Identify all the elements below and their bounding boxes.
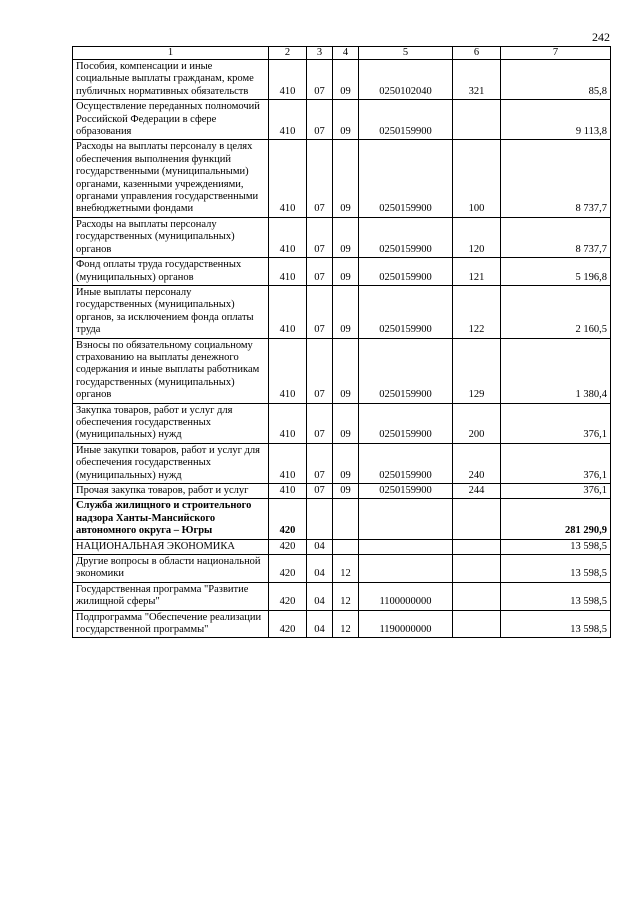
header-cell: 1 [73, 47, 269, 60]
row-ved-code: 410 [269, 100, 307, 140]
row-subsection-code: 09 [333, 60, 359, 100]
row-subsection-code: 09 [333, 403, 359, 443]
table-row [73, 403, 611, 443]
row-expense-type-code: 100 [453, 140, 501, 217]
row-subsection-code [333, 539, 359, 554]
row-subsection-code: 09 [333, 338, 359, 403]
header-cell: 2 [269, 47, 307, 60]
row-name: Фонд оплаты труда государственных (муниципальных) органов [73, 258, 269, 286]
row-name: Расходы на выплаты персоналу в целях обеспечения выполнения функций государственными (муниципальными) органами, казенными учреждениями, органами управления государственными внебюджетными фондами [73, 140, 269, 217]
row-amount: 376,1 [501, 443, 611, 483]
row-name: Осуществление переданных полномочий Российской Федерации в сфере образования [73, 100, 269, 140]
row-target-code: 0250159900 [359, 100, 453, 140]
row-amount: 8 737,7 [501, 140, 611, 217]
row-name: Государственная программа "Развитие жилищной сферы" [73, 582, 269, 610]
table-row [73, 539, 611, 554]
row-amount: 2 160,5 [501, 285, 611, 338]
row-name: Другие вопросы в области национальной экономики [73, 555, 269, 583]
row-amount: 376,1 [501, 403, 611, 443]
row-section-code: 04 [307, 555, 333, 583]
row-ved-code: 410 [269, 403, 307, 443]
row-amount: 376,1 [501, 484, 611, 499]
row-target-code: 0250159900 [359, 285, 453, 338]
row-name: Иные выплаты персоналу государственных (муниципальных) органов, за исключением фонда оплаты труда [73, 285, 269, 338]
row-name: Пособия, компенсации и иные социальные выплаты гражданам, кроме публичных нормативных обязательств [73, 60, 269, 100]
row-amount: 13 598,5 [501, 610, 611, 638]
table-row [73, 140, 611, 217]
row-ved-code: 410 [269, 140, 307, 217]
header-cell: 7 [501, 47, 611, 60]
row-ved-code: 410 [269, 285, 307, 338]
row-amount: 8 737,7 [501, 217, 611, 257]
row-subsection-code: 09 [333, 217, 359, 257]
table-header-row [73, 47, 611, 60]
row-expense-type-code: 120 [453, 217, 501, 257]
row-name: Расходы на выплаты персоналу государственных (муниципальных) органов [73, 217, 269, 257]
table-row [73, 258, 611, 286]
table-row [73, 285, 611, 338]
row-name: Служба жилищного и строительного надзора Ханты-Мансийского автономного округа – Югры [73, 499, 269, 539]
header-cell: 5 [359, 47, 453, 60]
row-name: Подпрограмма "Обеспечение реализации государственной программы" [73, 610, 269, 638]
row-amount: 13 598,5 [501, 582, 611, 610]
row-expense-type-code [453, 555, 501, 583]
header-cell: 6 [453, 47, 501, 60]
row-section-code: 07 [307, 403, 333, 443]
page-number: 242 [592, 30, 610, 44]
row-ved-code: 410 [269, 443, 307, 483]
row-ved-code: 420 [269, 555, 307, 583]
row-section-code: 04 [307, 582, 333, 610]
row-target-code: 0250159900 [359, 140, 453, 217]
row-subsection-code: 12 [333, 582, 359, 610]
row-expense-type-code [453, 100, 501, 140]
table-row [73, 610, 611, 638]
row-section-code: 04 [307, 610, 333, 638]
row-name: НАЦИОНАЛЬНАЯ ЭКОНОМИКА [73, 539, 269, 554]
row-section-code: 04 [307, 539, 333, 554]
row-expense-type-code [453, 582, 501, 610]
row-subsection-code: 12 [333, 555, 359, 583]
row-amount: 85,8 [501, 60, 611, 100]
row-expense-type-code [453, 610, 501, 638]
row-subsection-code: 12 [333, 610, 359, 638]
row-ved-code: 420 [269, 539, 307, 554]
row-amount: 281 290,9 [501, 499, 611, 539]
row-target-code [359, 539, 453, 554]
row-ved-code: 420 [269, 610, 307, 638]
row-ved-code: 410 [269, 217, 307, 257]
row-ved-code: 420 [269, 499, 307, 539]
row-target-code: 0250159900 [359, 484, 453, 499]
row-section-code [307, 499, 333, 539]
table-row [73, 582, 611, 610]
row-ved-code: 420 [269, 582, 307, 610]
row-name: Иные закупки товаров, работ и услуг для обеспечения государственных (муниципальных) нужд [73, 443, 269, 483]
row-expense-type-code: 321 [453, 60, 501, 100]
row-target-code: 1190000000 [359, 610, 453, 638]
table-row [73, 217, 611, 257]
header-cell: 4 [333, 47, 359, 60]
row-subsection-code: 09 [333, 258, 359, 286]
row-section-code: 07 [307, 258, 333, 286]
row-name: Прочая закупка товаров, работ и услуг [73, 484, 269, 499]
budget-table [72, 46, 611, 638]
row-name: Закупка товаров, работ и услуг для обеспечения государственных (муниципальных) нужд [73, 403, 269, 443]
row-expense-type-code: 129 [453, 338, 501, 403]
row-amount: 13 598,5 [501, 555, 611, 583]
row-target-code: 0250102040 [359, 60, 453, 100]
header-cell: 3 [307, 47, 333, 60]
table-row [73, 100, 611, 140]
row-subsection-code: 09 [333, 285, 359, 338]
row-section-code: 07 [307, 217, 333, 257]
row-subsection-code: 09 [333, 484, 359, 499]
row-section-code: 07 [307, 60, 333, 100]
table-body [73, 60, 611, 638]
row-expense-type-code: 122 [453, 285, 501, 338]
row-amount: 1 380,4 [501, 338, 611, 403]
row-section-code: 07 [307, 100, 333, 140]
row-ved-code: 410 [269, 338, 307, 403]
row-amount: 13 598,5 [501, 539, 611, 554]
row-target-code: 0250159900 [359, 258, 453, 286]
row-amount: 9 113,8 [501, 100, 611, 140]
row-expense-type-code: 244 [453, 484, 501, 499]
row-ved-code: 410 [269, 484, 307, 499]
row-subsection-code [333, 499, 359, 539]
row-expense-type-code: 121 [453, 258, 501, 286]
table-row [73, 484, 611, 499]
row-subsection-code: 09 [333, 100, 359, 140]
row-target-code [359, 499, 453, 539]
row-target-code: 0250159900 [359, 217, 453, 257]
table-row [73, 338, 611, 403]
row-expense-type-code [453, 499, 501, 539]
row-subsection-code: 09 [333, 443, 359, 483]
table-row [73, 499, 611, 539]
row-expense-type-code [453, 539, 501, 554]
row-expense-type-code: 240 [453, 443, 501, 483]
row-expense-type-code: 200 [453, 403, 501, 443]
table-row [73, 555, 611, 583]
row-target-code: 0250159900 [359, 443, 453, 483]
row-amount: 5 196,8 [501, 258, 611, 286]
row-ved-code: 410 [269, 60, 307, 100]
row-target-code [359, 555, 453, 583]
row-section-code: 07 [307, 484, 333, 499]
row-target-code: 0250159900 [359, 338, 453, 403]
row-target-code: 0250159900 [359, 403, 453, 443]
row-subsection-code: 09 [333, 140, 359, 217]
row-ved-code: 410 [269, 258, 307, 286]
row-target-code: 1100000000 [359, 582, 453, 610]
row-section-code: 07 [307, 140, 333, 217]
table-row [73, 60, 611, 100]
row-section-code: 07 [307, 285, 333, 338]
row-name: Взносы по обязательному социальному страхованию на выплаты денежного содержания и иные выплаты работникам государственных (муниципальных) органов [73, 338, 269, 403]
row-section-code: 07 [307, 338, 333, 403]
table-row [73, 443, 611, 483]
row-section-code: 07 [307, 443, 333, 483]
